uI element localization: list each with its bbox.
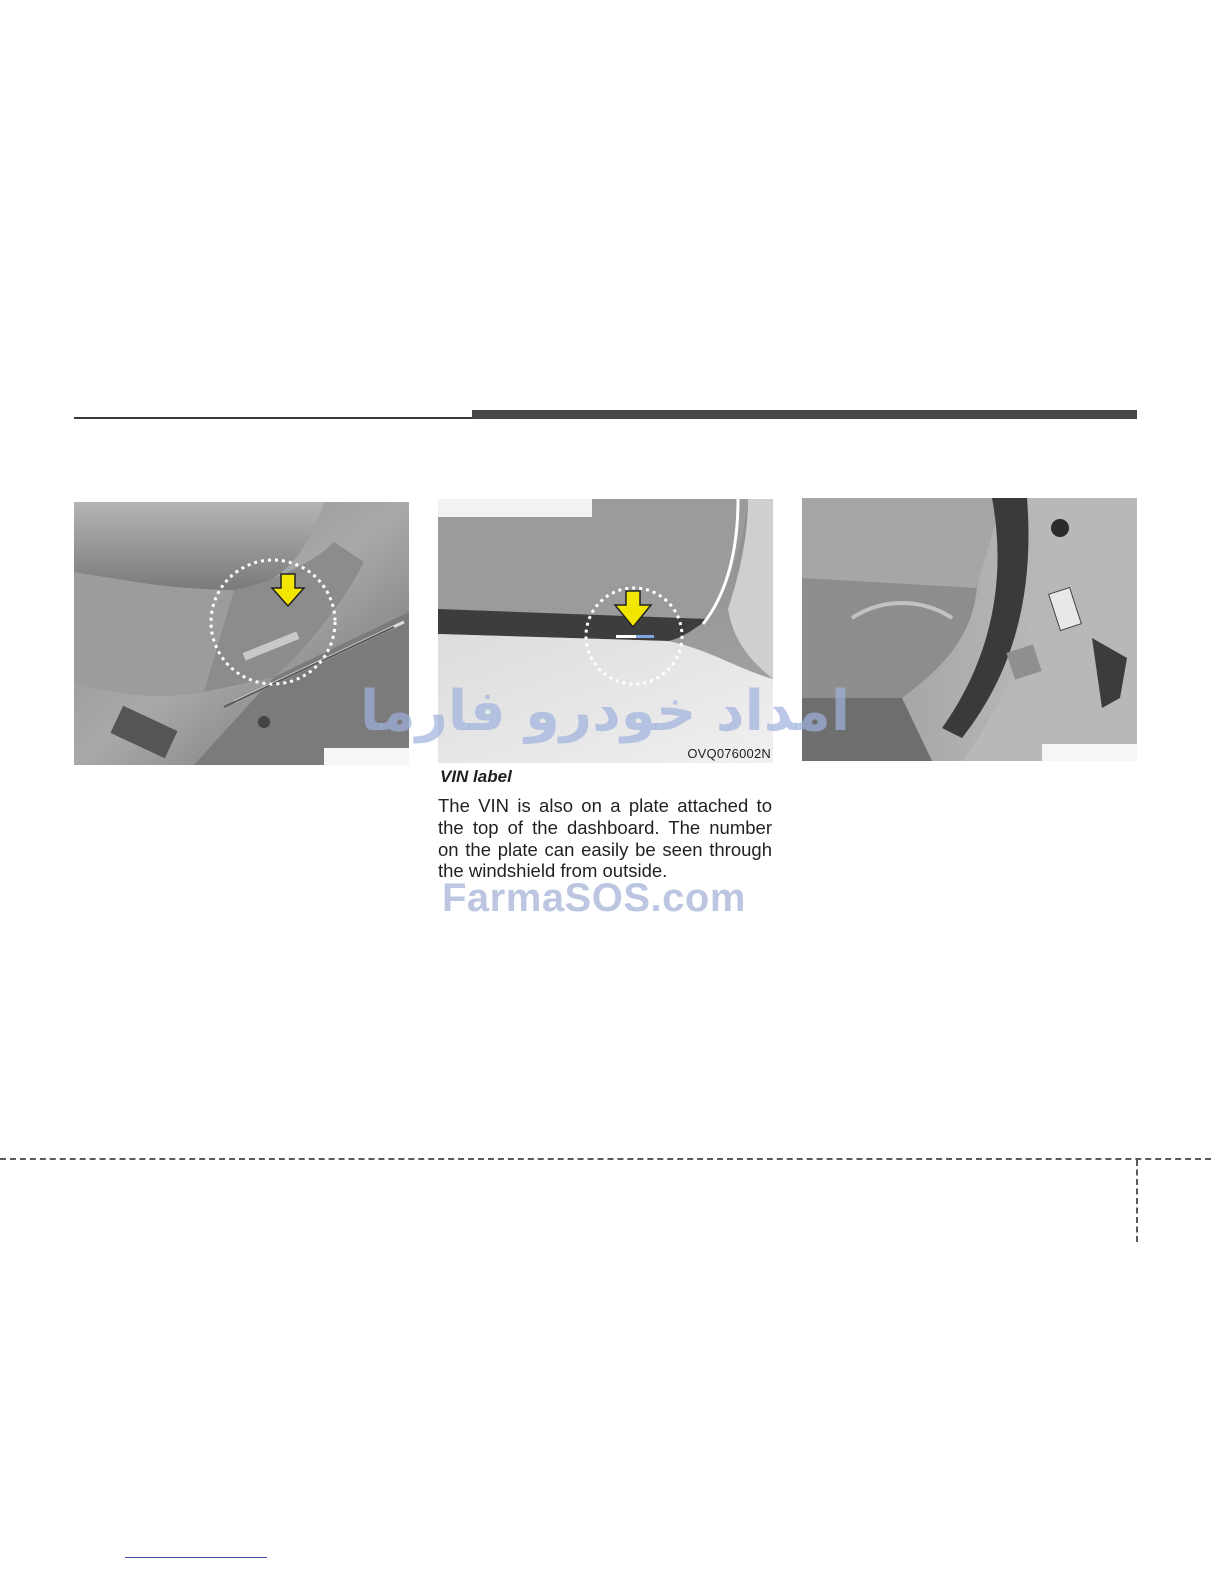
- photo-floor-vin: [74, 502, 409, 765]
- yellow-arrow-icon: [74, 502, 409, 765]
- photo-dashboard-vin: [438, 499, 773, 763]
- photo-door-pillar: [802, 498, 1137, 761]
- yellow-arrow-icon: [438, 499, 773, 763]
- section-heading: VIN label: [440, 767, 512, 786]
- figure-code: OVQ076002N: [687, 746, 771, 761]
- section-body: The VIN is also on a plate attached to the top of the dashboard. The number on the plate can easily be seen through the windshield from outside.: [438, 795, 772, 882]
- svg-text:امداد خودرو فارما: امداد خودرو فارما: [359, 679, 851, 744]
- watermark-latin: FarmaSOS.com: [442, 876, 746, 920]
- footer-dashed-rule: [0, 1158, 1211, 1160]
- footer-link-underline: [125, 1557, 267, 1558]
- footer-dashed-tick: [1136, 1160, 1138, 1242]
- header-rule-thick: [472, 410, 1137, 419]
- header-rule-thin: [74, 417, 472, 419]
